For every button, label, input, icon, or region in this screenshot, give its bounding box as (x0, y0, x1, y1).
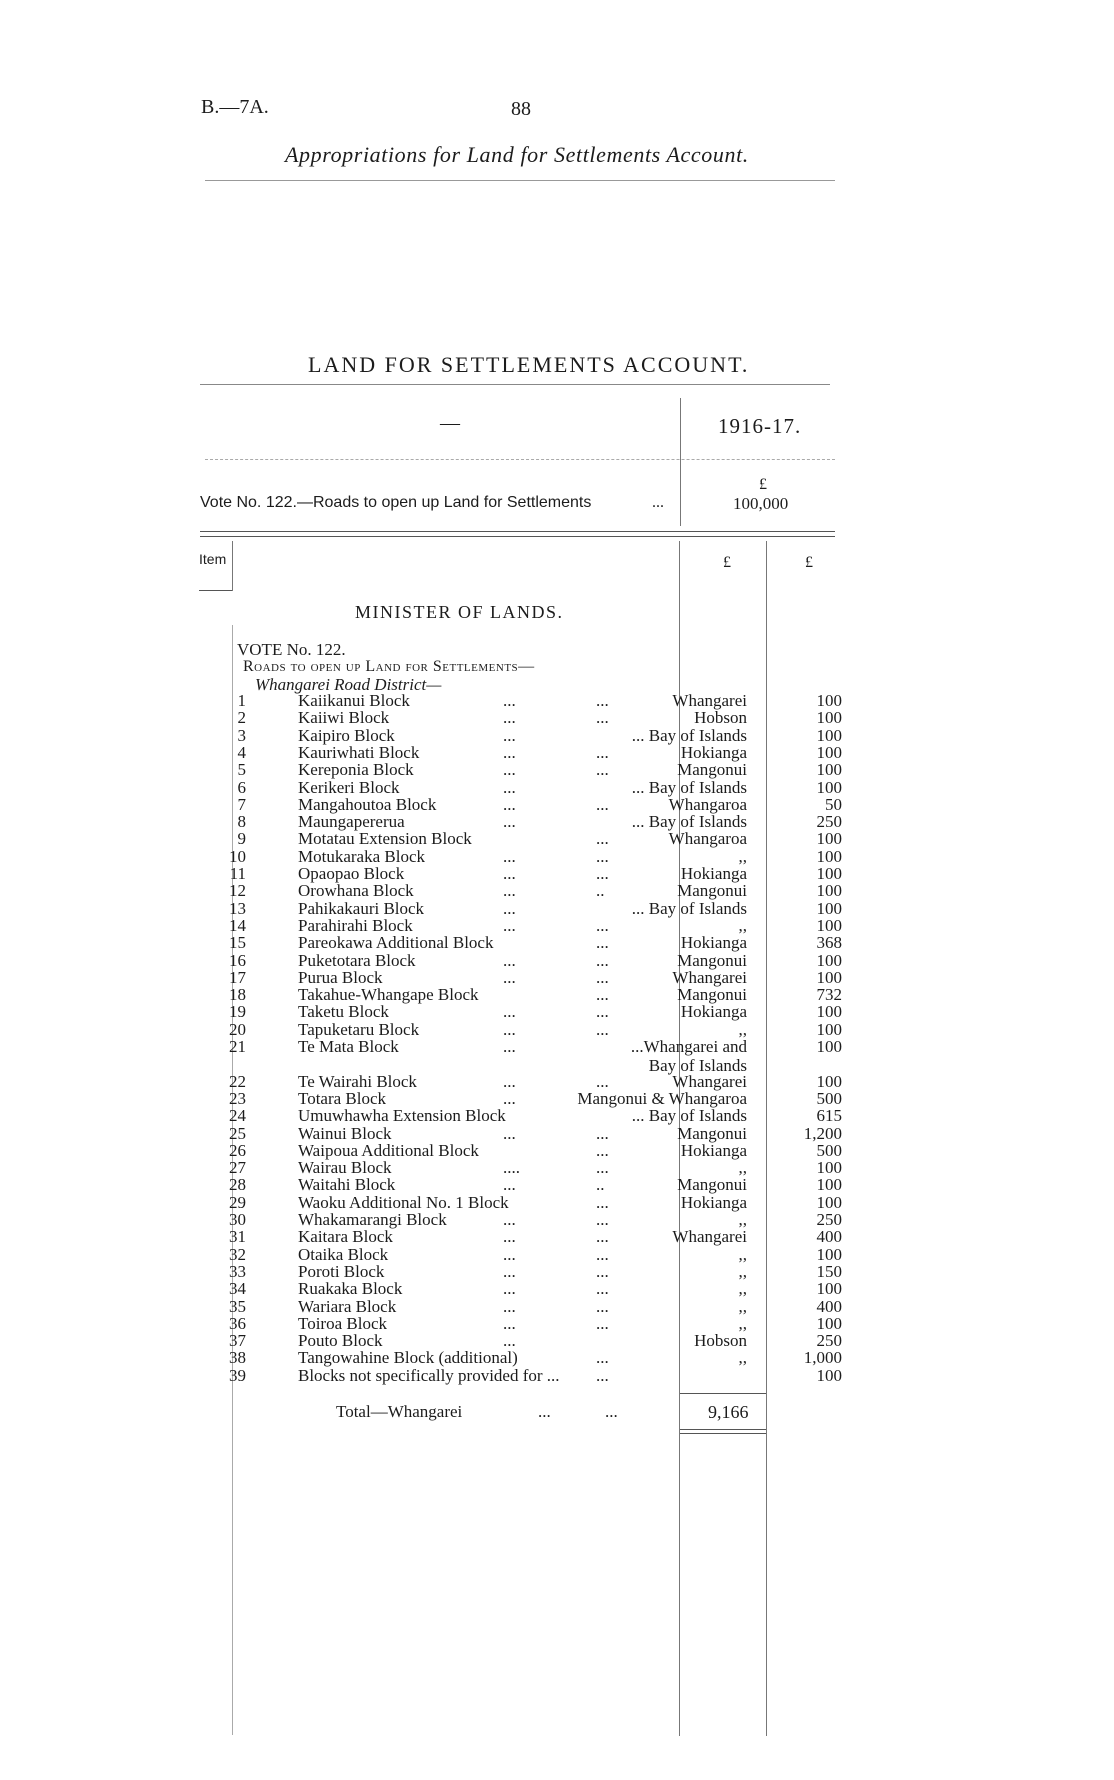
item-district: Mangonui (677, 1123, 747, 1143)
item-name: Umuwhawha Extension Block (298, 1106, 506, 1126)
item-amount: 732 (816, 985, 842, 1005)
item-column-line (232, 541, 233, 591)
summary-currency: £ (759, 476, 767, 493)
leader-dots: ... (596, 1296, 609, 1316)
leader-dots: ... (596, 1071, 609, 1091)
item-district: ... Bay of Islands (631, 725, 747, 745)
leader-dots: ... (503, 794, 516, 814)
leader-dots: ... (596, 1365, 609, 1385)
item-district: ,, (738, 1158, 747, 1178)
item-number: 12 (229, 881, 246, 901)
item-number: 38 (229, 1348, 246, 1368)
item-name: Pareokawa Additional Block (298, 933, 494, 953)
item-amount: 1,000 (803, 1348, 842, 1368)
item-district: Mangonui & Whangaroa (577, 1088, 747, 1108)
item-amount: 100 (816, 967, 842, 987)
table-row (0, 1089, 1114, 1108)
item-number: 28 (229, 1175, 246, 1195)
item-number: 16 (229, 950, 246, 970)
item-number: 7 (237, 794, 246, 814)
item-number: 19 (229, 1002, 246, 1022)
table-row (0, 1366, 1114, 1385)
item-amount: 100 (816, 1313, 842, 1333)
leader-dots: ... (503, 1261, 516, 1281)
table-row (0, 1227, 1114, 1246)
item-district: Hokianga (680, 864, 747, 883)
total-rule-bottom-2 (680, 1433, 766, 1434)
leader-dots: ... (596, 1244, 609, 1264)
item-name: Waitahi Block (298, 1175, 396, 1195)
item-district: Hokianga (680, 933, 747, 953)
table-row (0, 1331, 1114, 1350)
roads-subtitle: Roads to open up Land for Settlements— (243, 658, 535, 675)
item-number: 37 (229, 1331, 246, 1351)
item-number: 11 (229, 864, 246, 883)
table-row (0, 1158, 1114, 1177)
item-name: Kereponia Block (298, 760, 414, 780)
leader-dots: ... (596, 760, 609, 780)
item-name: Kauriwhati Block (298, 742, 420, 762)
item-number: 32 (229, 1244, 246, 1264)
item-amount: 100 (816, 742, 842, 762)
leader-dots: ... (503, 708, 516, 728)
item-number: 14 (229, 915, 246, 935)
leader-dots: ... (596, 1192, 609, 1212)
leader-dots: ... (503, 1088, 516, 1108)
table-row (0, 691, 1114, 710)
item-amount: 100 (816, 950, 842, 970)
item-number: 17 (229, 967, 246, 987)
leader-dots: ... (503, 950, 516, 970)
item-name: Kaitara Block (298, 1227, 393, 1247)
item-name: Orowhana Block (298, 881, 414, 901)
item-column-header: Item (199, 551, 227, 567)
item-district: ... Bay of Islands (631, 812, 747, 832)
item-amount: 100 (816, 846, 842, 866)
leader-dots: ... (596, 794, 609, 814)
item-name: Poroti Block (298, 1261, 385, 1281)
total-rule-top (680, 1393, 766, 1394)
table-row (0, 933, 1114, 952)
table-row (0, 743, 1114, 762)
vote-amount: 100,000 (733, 494, 789, 513)
table-row (0, 1348, 1114, 1367)
leader-dots: ... (596, 933, 609, 953)
ministry-heading: MINISTER OF LANDS. (355, 602, 564, 622)
item-district: Mangonui (677, 1175, 747, 1195)
double-rule-bottom (200, 536, 835, 537)
item-district: ,, (738, 1313, 747, 1333)
item-district: ,, (738, 1244, 747, 1264)
leader-dots: ... (596, 950, 609, 970)
item-amount: 100 (816, 1244, 842, 1264)
table-row (0, 1314, 1114, 1333)
leader-dots: ... (596, 1210, 609, 1229)
item-amount: 400 (816, 1296, 842, 1316)
item-name: Totara Block (298, 1088, 387, 1108)
item-number: 31 (229, 1227, 246, 1247)
leader-dots: ... (503, 1313, 516, 1333)
item-district: Hokianga (680, 1002, 747, 1022)
table-row (0, 760, 1114, 779)
table-row (0, 1262, 1114, 1281)
item-district: ... Bay of Islands (631, 777, 747, 797)
item-number: 39 (229, 1365, 246, 1385)
item-number: 30 (229, 1210, 246, 1229)
leader-dots: ... (503, 691, 516, 710)
item-amount: 100 (816, 760, 842, 780)
item-number: 25 (229, 1123, 246, 1143)
table-row (0, 864, 1114, 883)
item-amount: 250 (816, 1331, 842, 1351)
table-row (0, 1020, 1114, 1039)
total-currency-header: £ (805, 554, 813, 571)
item-amount: 100 (816, 1019, 842, 1039)
table-row (0, 1297, 1114, 1316)
item-district: ... Bay of Islands (631, 1106, 747, 1126)
item-name: Takahue-Whangape Block (298, 985, 479, 1005)
table-row (0, 951, 1114, 970)
table-row (0, 1245, 1114, 1264)
leader-dots: ... (503, 1210, 516, 1229)
item-district: ,, (738, 1279, 747, 1299)
item-name: Otaika Block (298, 1244, 389, 1264)
item-district: Hobson (694, 1331, 747, 1351)
table-row (0, 1193, 1114, 1212)
item-amount: 100 (816, 1158, 842, 1178)
item-district: ,, (738, 1348, 747, 1368)
table-row (0, 985, 1114, 1004)
leader-dots: ... (503, 915, 516, 935)
leader-dots: ... (503, 777, 516, 797)
item-district: Whangaroa (668, 829, 747, 849)
total-dots-1: ... (538, 1402, 551, 1421)
item-number: 13 (229, 898, 246, 918)
account-title: LAND FOR SETTLEMENTS ACCOUNT. (308, 352, 750, 377)
leader-dots: ... (596, 1140, 609, 1160)
item-21-continuation (0, 1056, 1114, 1075)
leader-dots: ... (596, 1019, 609, 1039)
item-name: Opaopao Block (298, 864, 405, 883)
item-number: 34 (229, 1279, 246, 1299)
running-title: Appropriations for Land for Settlements Account. (285, 142, 749, 167)
item-header-rule (199, 590, 232, 591)
item-amount: 615 (816, 1106, 842, 1126)
leader-dots: ... (503, 1244, 516, 1264)
item-number: 35 (229, 1296, 246, 1316)
item-amount: 368 (816, 933, 842, 953)
item-number: 23 (229, 1088, 246, 1108)
vote-label: Vote No. 122.—Roads to open up Land for Settlements (200, 494, 592, 511)
item-name: Pahikakauri Block (298, 898, 425, 918)
item-amount: 100 (816, 691, 842, 710)
leader-dots: ... (503, 881, 516, 901)
item-amount: 50 (825, 794, 842, 814)
total-label: Total—Whangarei (336, 1402, 463, 1421)
item-district: Hokianga (680, 1192, 747, 1212)
leader-dots: ... (503, 1123, 516, 1143)
item-district: Hobson (694, 708, 747, 728)
item-amount: 150 (816, 1261, 842, 1281)
item-amount: 100 (816, 1279, 842, 1299)
item-number: 3 (237, 725, 246, 745)
leader-dots: .... (503, 1158, 520, 1178)
leader-dots: ... (503, 967, 516, 987)
vote-dots: ... (652, 494, 664, 511)
item-name: Tapuketaru Block (298, 1019, 420, 1039)
leader-dots: ... (503, 1296, 516, 1316)
item-district: ,, (738, 915, 747, 935)
item-amount: 500 (816, 1088, 842, 1108)
item-amount: 100 (816, 881, 842, 901)
leader-dots: ... (596, 967, 609, 987)
table-row (0, 795, 1114, 814)
item-name: Whakamarangi Block (298, 1210, 447, 1229)
item-amount: 100 (816, 829, 842, 849)
item-district: Hokianga (680, 1140, 747, 1160)
item-district: ,, (738, 1019, 747, 1039)
table-row (0, 726, 1114, 745)
double-rule-top (200, 531, 835, 532)
item-name: Kaiiwi Block (298, 708, 390, 728)
leader-dots: ... (596, 691, 609, 710)
table-row (0, 968, 1114, 987)
item-name: Kaipiro Block (298, 725, 395, 745)
leader-dots: ... (596, 985, 609, 1005)
item-amount: 500 (816, 1140, 842, 1160)
table-row (0, 1106, 1114, 1125)
table-row (0, 1175, 1114, 1194)
item-name: Waipoua Additional Block (298, 1140, 479, 1160)
leader-dots: ... (503, 1002, 516, 1022)
item-district: ,, (738, 1296, 747, 1316)
item-number: 10 (229, 846, 246, 866)
item-number: 15 (229, 933, 246, 953)
item-amount: 250 (816, 812, 842, 832)
item-amount: 100 (816, 1037, 842, 1056)
leader-dots: ... (596, 708, 609, 728)
item-amount: 100 (816, 708, 842, 728)
summary-divider (680, 398, 681, 526)
item-amount: 1,200 (803, 1123, 842, 1143)
item-district: ,, (738, 1210, 747, 1229)
item-number: 24 (229, 1106, 246, 1126)
title-rule (200, 384, 830, 385)
summary-dash: — (440, 412, 460, 434)
total-rule-bottom-1 (680, 1429, 766, 1430)
leader-dots: ... (596, 846, 609, 866)
leader-dots: ... (596, 864, 609, 883)
leader-dots: ... (503, 725, 516, 745)
table-row (0, 1002, 1114, 1021)
item-district: ,, (738, 1261, 747, 1281)
item-district: ... Bay of Islands (631, 898, 747, 918)
item-number: 5 (237, 760, 246, 780)
leader-dots: ... (596, 1227, 609, 1247)
page-reference: B.—7A. (201, 96, 269, 118)
item-amount: 100 (816, 898, 842, 918)
item-name: Wainui Block (298, 1123, 392, 1143)
item-amount: 100 (816, 1002, 842, 1022)
leader-dots: ... (503, 1331, 516, 1351)
item-name: Kaiikanui Block (298, 691, 410, 710)
leader-dots: ... (596, 1123, 609, 1143)
leader-dots: ... (596, 1158, 609, 1178)
item-name: Toiroa Block (298, 1313, 387, 1333)
item-amount: 100 (816, 1175, 842, 1195)
item-number: 21 (229, 1037, 246, 1056)
total-dots-2: ... (605, 1402, 618, 1421)
item-name: Waoku Additional No. 1 Block (298, 1192, 509, 1212)
item-number: 18 (229, 985, 246, 1005)
item-name: Motukaraka Block (298, 846, 425, 866)
item-number: 6 (237, 777, 246, 797)
leader-dots: ... (503, 1175, 516, 1195)
item-name: Pouto Block (298, 1331, 383, 1351)
leader-dots: ... (596, 1279, 609, 1299)
leader-dots: .. (596, 1175, 605, 1195)
table-row (0, 1141, 1114, 1160)
item-number: 20 (229, 1019, 246, 1039)
table-row (0, 1210, 1114, 1229)
item-amount: 250 (816, 1210, 842, 1229)
table-row (0, 829, 1114, 848)
leader-dots: ... (503, 846, 516, 866)
item-number: 1 (237, 691, 246, 710)
item-name: Te Mata Block (298, 1037, 399, 1056)
table-row (0, 812, 1114, 831)
table-row (0, 1124, 1114, 1143)
item-name: Kerikeri Block (298, 777, 400, 797)
leader-dots: ... (596, 829, 609, 849)
leader-dots: ... (503, 1019, 516, 1039)
item-district: Whangarei (672, 1227, 747, 1247)
item-number: 4 (237, 742, 246, 762)
item-amount: 100 (816, 725, 842, 745)
leader-dots: ... (503, 1037, 516, 1056)
item-name: Taketu Block (298, 1002, 389, 1022)
item-number: 9 (237, 829, 246, 849)
table-row (0, 708, 1114, 727)
item-name: Puketotara Block (298, 950, 416, 970)
item-number: 27 (229, 1158, 246, 1178)
item-district: Mangonui (677, 950, 747, 970)
item-district: Whangarei (672, 967, 747, 987)
item-amount: 100 (816, 777, 842, 797)
item-name: Mangahoutoa Block (298, 794, 437, 814)
item-district: Mangonui (677, 881, 747, 901)
item-district: Mangonui (677, 985, 747, 1005)
item-number: 26 (229, 1140, 246, 1160)
item-name: Wariara Block (298, 1296, 397, 1316)
item-number: 36 (229, 1313, 246, 1333)
leader-dots: ... (503, 864, 516, 883)
item-district: Mangonui (677, 760, 747, 780)
item-district: ...Whangarei and (630, 1037, 747, 1056)
item-amount: 100 (816, 1192, 842, 1212)
table-row (0, 1279, 1114, 1298)
item-name: Tangowahine Block (additional) (298, 1348, 518, 1368)
page-number: 88 (511, 98, 531, 120)
leader-dots: .. (596, 881, 605, 901)
leader-dots: ... (596, 1002, 609, 1022)
item-amount: 100 (816, 864, 842, 883)
table-row (0, 916, 1114, 935)
leader-dots: ... (503, 1279, 516, 1299)
item-amount: 100 (816, 1365, 842, 1385)
amount-currency-header: £ (723, 554, 731, 571)
leader-dots: ... (596, 742, 609, 762)
leader-dots: ... (596, 915, 609, 935)
table-row (0, 1037, 1114, 1056)
item-name: Te Wairahi Block (298, 1071, 417, 1091)
header-rule (205, 180, 835, 181)
leader-dots: ... (503, 898, 516, 918)
fiscal-year: 1916-17. (718, 414, 802, 438)
leader-dots: ... (596, 1348, 609, 1368)
leader-dots: ... (503, 742, 516, 762)
item-name: Motatau Extension Block (298, 829, 472, 849)
item-district: Whangarei (672, 691, 747, 710)
item-district: Whangaroa (668, 794, 747, 814)
table-row (0, 881, 1114, 900)
leader-dots: ... (503, 812, 516, 832)
item-number: 22 (229, 1071, 246, 1091)
item-name: Purua Block (298, 967, 383, 987)
item-number: 33 (229, 1261, 246, 1281)
leader-dots: ... (503, 760, 516, 780)
item-number: 2 (237, 708, 246, 728)
table-row (0, 778, 1114, 797)
item-number: 29 (229, 1192, 246, 1212)
item-amount: 100 (816, 915, 842, 935)
table-row (0, 899, 1114, 918)
total-amount: 9,166 (708, 1402, 749, 1422)
item-amount: 400 (816, 1227, 842, 1247)
item-name: Maungapererua (298, 812, 405, 832)
item-district: Hokianga (680, 742, 747, 762)
continuation-district: Bay of Islands (648, 1056, 747, 1075)
item-name: Ruakaka Block (298, 1279, 403, 1299)
leader-dots: ... (596, 1313, 609, 1333)
item-name: Blocks not specifically provided for ... (298, 1365, 560, 1385)
item-name: Parahirahi Block (298, 915, 413, 935)
district-heading: Whangarei Road District— (255, 675, 442, 694)
item-number: 8 (237, 812, 246, 832)
leader-dots: ... (503, 1227, 516, 1247)
item-district: ,, (738, 846, 747, 866)
item-name: Wairau Block (298, 1158, 392, 1178)
table-row (0, 847, 1114, 866)
item-amount: 100 (816, 1071, 842, 1091)
leader-dots: ... (596, 1261, 609, 1281)
summary-mid-rule (205, 459, 835, 460)
item-district: Whangarei (672, 1071, 747, 1091)
vote-heading: VOTE No. 122. (237, 640, 346, 659)
leader-dots: ... (503, 1071, 516, 1091)
